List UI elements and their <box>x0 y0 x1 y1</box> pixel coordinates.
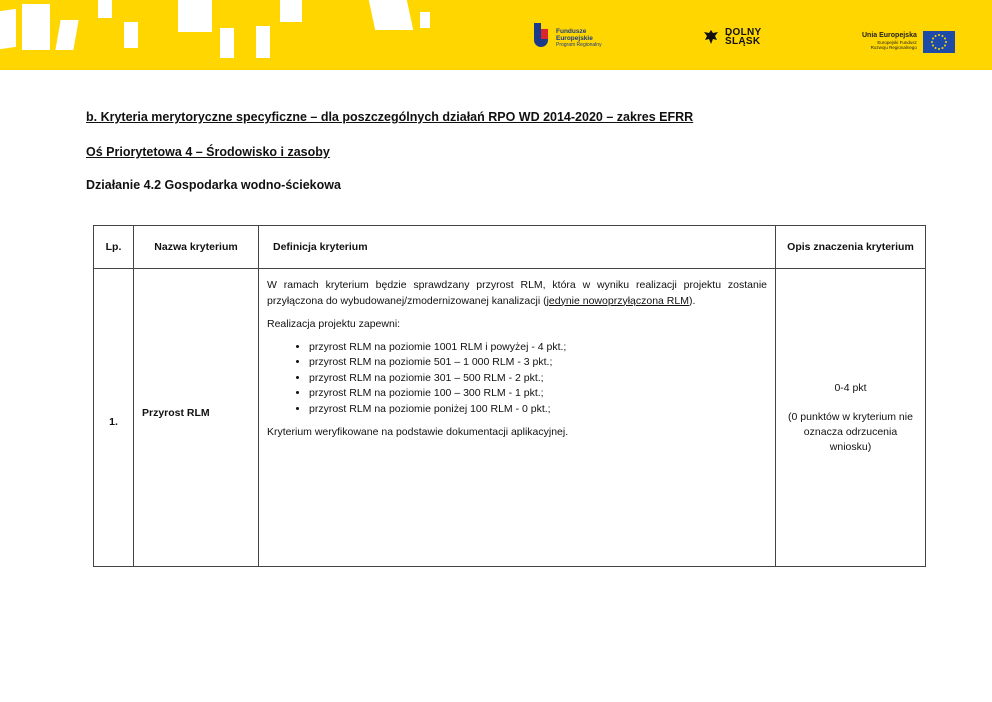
fe-line2: Europejskie <box>556 34 593 42</box>
decorative-block <box>220 28 234 58</box>
section-heading: b. Kryteria merytoryczne specyficzne – dla poszczególnych działań RPO WD 2014-2020 – zakres EFRR <box>86 110 694 124</box>
criteria-table <box>93 225 926 567</box>
definition-intro: W ramach kryterium będzie sprawdzany przyrost RLM, która w wyniku realizacji projektu zostanie przyłączona do wybudowanej/zmodernizowanej kanalizacji (jedynie nowoprzyłączona RLM). <box>267 279 767 307</box>
decorative-block <box>256 26 270 58</box>
ds-line2: ŚLĄSK <box>725 36 761 47</box>
points-list <box>267 340 767 418</box>
fe-line1: Fundusze <box>556 27 587 35</box>
row-description <box>776 269 926 567</box>
row-name: Przyrost RLM <box>134 269 259 567</box>
list-item: • przyrost RLM na poziomie 100 – 300 RLM - 1 pkt.; <box>309 386 767 402</box>
decorative-block <box>0 9 16 49</box>
decorative-block <box>55 20 78 50</box>
table-row <box>94 269 926 567</box>
list-item: • przyrost RLM na poziomie 301 – 500 RLM - 2 pkt.; <box>309 371 767 387</box>
description-note: (0 punktów w kryterium nie oznacza odrzucenia wniosku) <box>788 410 913 453</box>
decorative-block <box>124 22 138 48</box>
decorative-block <box>369 0 413 30</box>
row-lp: 1. <box>94 269 134 567</box>
list-item: • przyrost RLM na poziomie 1001 RLM i powyżej - 4 pkt.; <box>309 340 767 356</box>
header-description: Opis znaczenia kryterium <box>776 226 926 269</box>
header-banner <box>0 0 992 70</box>
decorative-block <box>420 12 430 28</box>
description-points: 0-4 pkt <box>834 381 867 394</box>
ue-line3: Rozwoju Regionalnego <box>870 45 917 51</box>
decorative-block <box>22 4 50 50</box>
decorative-block <box>178 0 212 32</box>
definition-footer: Kryterium weryfikowane na podstawie dokumentacji aplikacyjnej. <box>267 426 569 438</box>
table-header-row <box>94 226 926 269</box>
list-item: • przyrost RLM na poziomie 501 – 1 000 RLM - 3 pkt.; <box>309 355 767 371</box>
ds-line1: DOLNY <box>725 27 762 38</box>
ue-line2: Europejski Fundusz <box>877 39 917 45</box>
row-definition <box>259 269 776 567</box>
fundusze-europejskie-icon <box>534 23 550 53</box>
ue-line1: Unia Europejska <box>862 32 917 40</box>
eagle-icon <box>702 28 720 46</box>
list-item: • przyrost RLM na poziomie poniżej 100 RLM - 0 pkt.; <box>309 402 767 418</box>
fundusze-europejskie-logo <box>534 23 602 53</box>
fe-line3: Program Regionalny <box>556 41 602 48</box>
definition-lead: Realizacja projektu zapewni: <box>267 318 401 330</box>
unia-europejska-logo <box>862 31 955 53</box>
decorative-block <box>98 0 112 18</box>
header-definition: Definicja kryterium <box>259 226 776 269</box>
dolny-slask-logo <box>702 28 762 46</box>
header-lp: Lp. <box>94 226 134 269</box>
header-name: Nazwa kryterium <box>134 226 259 269</box>
decorative-block <box>280 0 302 22</box>
priority-axis-heading: Oś Priorytetowa 4 – Środowisko i zasoby <box>86 145 330 159</box>
action-heading: Działanie 4.2 Gospodarka wodno-ściekowa <box>86 178 341 192</box>
eu-flag-icon <box>923 31 955 53</box>
